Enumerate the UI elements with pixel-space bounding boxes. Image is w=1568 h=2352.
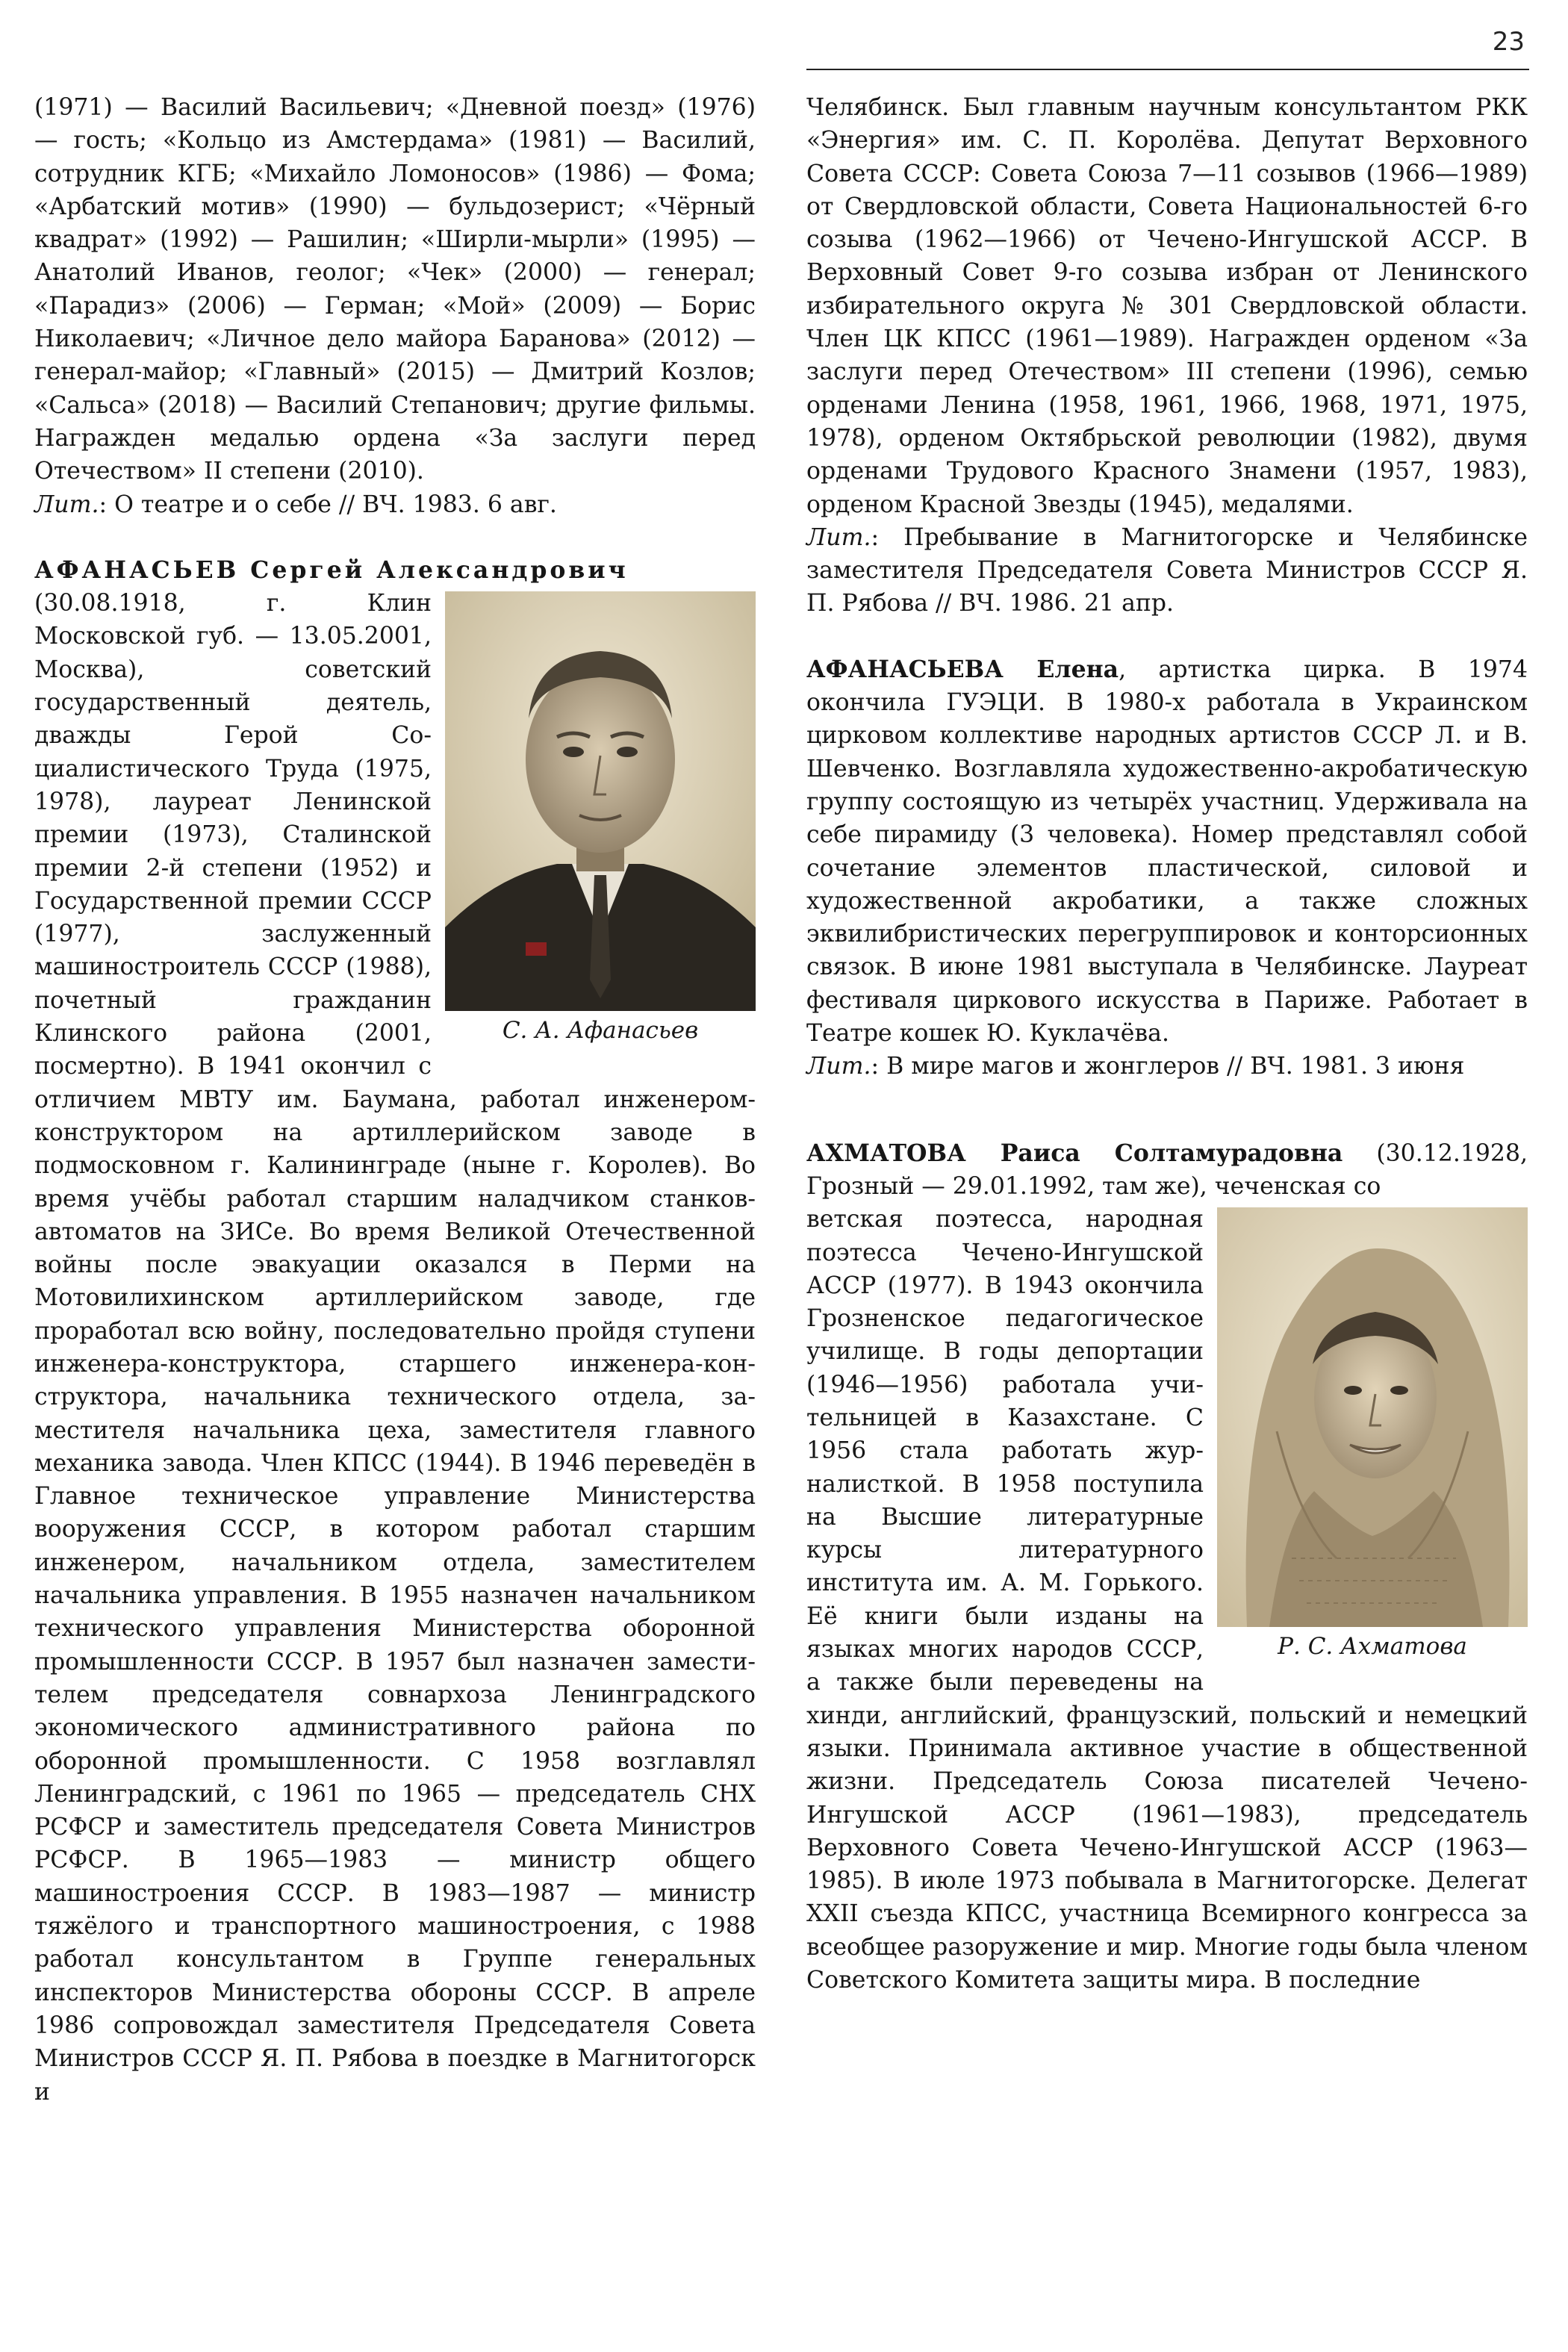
continued-paragraph (806, 91, 1528, 521)
header-rule (806, 69, 1529, 70)
continued-literature (806, 521, 1528, 620)
intro-literature (34, 488, 756, 521)
intro-paragraph (34, 91, 756, 488)
entry-text: , артистка цирка. В 1974 окончила ГУЭЦИ. В 1980-х работала в Украинском цирковом коллективе народных артистов СССР Л. и В. Шевченко. Возглавляла художественно-акробатическую группу состоящую из четырёх участниц. Удерживала на себе пирамиду (3 человека). Номер представлял собой сочетание элементов пластической, силовой и художественной акробатики, а также сложных эквилибристических перегруппировок и конторсионных связок. В июне 1981 выступала в Челябинске. Лауреат фестиваля циркового искусства в Париже. Работает в Театре кошек Ю. Куклачёва. (806, 656, 1528, 1048)
entry-heading: АХМАТОВА Раиса Солтамурадовна (806, 1139, 1343, 1167)
portrait-photo-akhmatova (1217, 1207, 1528, 1627)
lit-label: Лит. (34, 491, 99, 518)
lit-text: : В мире магов и жонглеров // ВЧ. 1981. 3 июня (871, 1053, 1465, 1080)
entry-heading: АФАНАСЬЕВ Сергей Александрович (34, 556, 629, 584)
entry-text-intro: (30.12.1928, Грозный — 29.01.1992, там же), чеченская со (806, 1139, 1528, 1200)
lit-label: Лит. (806, 523, 871, 551)
spacer (806, 1083, 1528, 1137)
entry-heading: АФАНАСЬЕВА Елена (806, 655, 1119, 683)
entry-text: ветская поэтесса, народная поэтесса Чечено-Ингушской АССР (1977). В 1943 окончила Грозненское педагогическое училище. В годы депортации (1946—1956) работала учительницей в Казахстане. С 1956 стала работать журналисткой. В 1958 поступила на Высшие литературные курсы литературного института им. А. М. Горького. Её книги были изданы на языках многих народов СССР, а также были переведены на хинди, английский, французский, польский и немецкий языки. Принимала активное участие в общественной жизни. Председатель Союза писателей Чечено-Ингушской АССР (1961—1983), председатель Верховного Совета Чечено-Ингушской АССР (1963—1985). В июле 1973 побывала в Магнитогорске. Делегат XXII съезда КПСС, участница Всемирного конгресса за всеобщее разоружение и мир. Многие годы была членом Советского Комитета защиты мира. В последние (806, 1206, 1528, 1994)
afanasyeva-literature (806, 1050, 1528, 1083)
page-number: 23 (1492, 27, 1525, 57)
intro-text: (1971) — Василий Васильевич; «Дневной поезд» (1976) — гость; «Кольцо из Амстердама» (1981) — Василий, сотрудник КГБ; «Михайло Ломоносов» (1986) — Фома; «Арбатский мотив» (1990) — бульдозерист; «Чёрный квадрат» (1992) — Рашилин; «Ширли-мырли» (1995) — Анатолий Иванов, геолог; «Чек» (2000) — генерал; «Парадиз» (2006) — Герман; «Мой» (2009) — Борис Николаевич; «Личное дело майора Баранова» (2012) — генерал-майор; «Главный» (2015) — Дмитрий Козлов; «Сальса» (2018) — Василий Степанович; другие фильмы. Награжден медалью ордена «За заслуги перед Отечеством» II степени (2010). (34, 94, 756, 485)
lit-text: : Пребывание в Магнитогорске и Челябинске заместителя Председателя Совета Министров СССР Я. П. Рябова // ВЧ. 1986. 21 апр. (806, 523, 1528, 617)
left-column (34, 91, 756, 2109)
entry-afanasyev (34, 554, 756, 587)
right-column (806, 91, 1528, 1997)
lit-text: : О театре и о себе // ВЧ. 1983. 6 авг. (99, 491, 557, 518)
entry-text: (30.08.1918, г. Клин Московской губ. — 13.05.2001, Москва), советский государственный деятель, дважды Герой Социалистического Труда (1975, 1978), лауреат Ленинской премии (1973), Сталинской премии 2-й степени (1952) и Государственной премии СССР (1977), заслуженный машиностроитель СССР (1988), почетный гражданин Клинского района (2001, посмертно). В 1941 окончил с отличием МВТУ им. Баумана, работал инженером-конструктором на артиллерийском заводе в подмосковном г. Калининграде (ныне г. Королев). Во время учёбы работал старшим наладчиком станков-автоматов на ЗИСе. Во время Великой Отечественной войны после эвакуации оказался в Перми на Мотовилихинском артиллерийском заводе, где проработал всю войну, последовательно пройдя ступени инженера-конструктора, старшего инженера-конструктора, начальника технического отдела, заместителя начальника цеха, заместителя главного механика завода. Член КПСС (1944). В 1946 переведён в Главное техническое управление Министерства вооружения СССР, в котором работал старшим инженером, начальником отдела, заместителем начальника управления. В 1955 назначен начальником технического управления Министерства оборонной промышленности СССР. В 1957 был назначен заместителем председателя совнархоза Ленинградского экономического административного района по оборонной промышленности. С 1958 возглавлял Ленинградский, с 1961 по 1965 — председатель СНХ РСФСР и заместитель председателя Совета Министров РСФСР. В 1965—1983 — министр общего машиностроения СССР. В 1983—1987 — министр тяжёлого и транспортного машиностроения, с 1988 работал консультантом в Группе генеральных инспекторов Министерства обороны СССР. В апреле 1986 сопровождал заместителя Председателя Совета Министров СССР Я. П. Рябова в поездке в Магнитогорск и (34, 590, 756, 2106)
entry-akhmatova (806, 1137, 1528, 1204)
portrait-caption: Р. С. Ахматова (1278, 1633, 1467, 1661)
portrait-figure (445, 591, 756, 1047)
continued-text: Челябинск. Был главным научным консультантом РКК «Энергия» им. С. П. Королёва. Депутат Верховного Совета СССР: Совета Союза 7—11 созывов (1966—1989) от Свердловской области, Совета Национальностей 6-го созыва (1962—1966) от Чечено-Ингушской АССР. В Верховный Совет 9-го созыва избран от Ленинского избирательного округа № 301 Свердловской области. Член ЦК КПСС (1961—1989). Награжден орденом «За заслуги перед Отечеством» III степени (1996), семью орденами Ленина (1958, 1961, 1966, 1968, 1971, 1975, 1978), орденом Октябрьской революции (1982), двумя орденами Трудового Красного Знамени (1957, 1983), орденом Красной Звезды (1945), медалями. (806, 94, 1528, 518)
spacer (806, 620, 1528, 653)
lit-label: Лит. (806, 1053, 871, 1080)
spacer (34, 521, 756, 554)
portrait-caption: С. А. Афанасьев (502, 1017, 699, 1045)
portrait-figure (1217, 1207, 1528, 1663)
entry-afanasyeva (806, 653, 1528, 1051)
portrait-photo-afanasyev (445, 591, 756, 1011)
